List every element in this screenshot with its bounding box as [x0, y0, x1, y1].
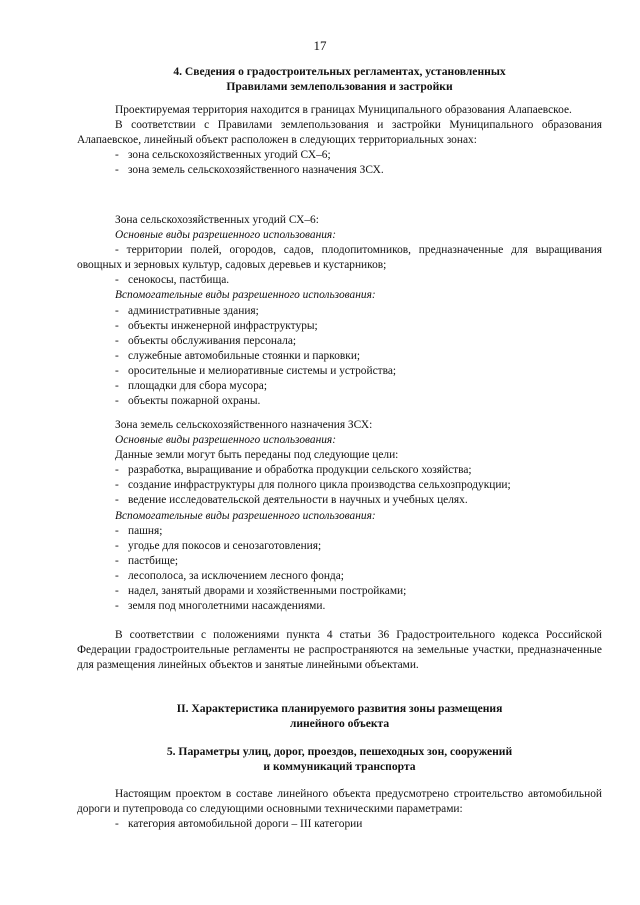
list-item: - площадки для сбора мусора;	[115, 380, 267, 393]
paragraph-conclusion: В соответствии с положениями пункта 4 статьи 36 Градостроительного кодекса Российской Федерации градостроительные регламенты не распространяются на земельные участки, предназначенные для размещения линейных объектов и занятые линейными объектами.	[77, 629, 602, 672]
paragraph-road-params: Настоящим проектом в составе линейного объекта предусмотрено строительство автомобильной дороги и путепровода со следующими основными техническими параметрами:	[77, 788, 602, 816]
zone-sh6-title: Зона сельскохозяйственных угодий СХ–6:	[115, 214, 319, 226]
list-item: - сенокосы, пастбища.	[115, 274, 230, 287]
section-4-body	[77, 103, 602, 178]
section-5-body	[77, 787, 602, 832]
zone-zsh-title: Зона земель сельскохозяйственного назначения ЗСХ:	[115, 419, 373, 431]
list-item: - зона земель сельскохозяйственного назначения ЗСХ.	[115, 164, 384, 177]
page-number: 17	[313, 38, 327, 53]
section-2-heading	[77, 701, 602, 731]
paragraph-zones-intro: В соответствии с Правилами землепользования и застройки Муниципального образования Алапаевское, линейный объект расположен в следующих территориальных зонах:	[77, 119, 602, 147]
zone-zsh-aux-label: Вспомогательные виды разрешенного использования:	[115, 509, 376, 522]
section-4-title-line2: Правилами землепользования и застройки	[226, 80, 453, 93]
list-item: - надел, занятый дворами и хозяйственными постройками;	[115, 585, 407, 598]
list-item: - лесополоса, за исключением лесного фонда;	[115, 569, 344, 582]
list-item: - зона сельскохозяйственных угодий СХ–6;	[115, 149, 331, 162]
list-item: - пашня;	[115, 524, 163, 537]
section-2-title-line2: линейного объекта	[289, 717, 390, 730]
list-item: - разработка, выращивание и обработка продукции сельского хозяйства;	[115, 464, 472, 477]
zone-sh6-section	[77, 213, 602, 409]
section-5-title-line2: и коммуникаций транспорта	[263, 760, 416, 773]
list-item: - земля под многолетними насаждениями.	[115, 600, 326, 613]
list-item: - объекты пожарной охраны.	[115, 395, 261, 408]
list-item: - категория автомобильной дороги – III категории	[115, 818, 363, 831]
zone-zsh-intro: Данные земли могут быть переданы под следующие цели:	[115, 449, 399, 462]
zone-zsh-section	[77, 418, 602, 614]
zone-zsh-main-label: Основные виды разрешенного использования:	[115, 434, 337, 447]
zone-sh6-main-label: Основные виды разрешенного использования:	[115, 229, 337, 242]
list-item: - ведение исследовательской деятельности в научных и учебных целях.	[115, 494, 468, 507]
list-item: - объекты обслуживания персонала;	[115, 334, 297, 347]
list-item: - создание инфраструктуры для полного цикла производства сельхозпродукции;	[115, 479, 511, 492]
zone-sh6-aux-label: Вспомогательные виды разрешенного использования:	[115, 289, 376, 302]
section-4-heading	[77, 64, 602, 94]
paragraph-territory: Проектируемая территория находится в границах Муниципального образования Алапаевское.	[115, 104, 572, 116]
list-item: - пастбище;	[115, 554, 179, 567]
list-item: - оросительные и мелиоративные системы и устройства;	[115, 364, 397, 377]
section-5-heading	[77, 744, 602, 774]
list-item: - угодье для покосов и сенозаготовления;	[115, 539, 322, 552]
list-item: - служебные автомобильные стоянки и парковки;	[115, 349, 361, 362]
section-5-title-line1: 5. Параметры улиц, дорог, проездов, пешеходных зон, сооружений	[166, 745, 513, 758]
section-2-title-line1: II. Характеристика планируемого развития зоны размещения	[176, 702, 503, 715]
section-4-title-line1: 4. Сведения о градостроительных регламентах, установленных	[173, 65, 506, 78]
list-item: - объекты инженерной инфраструктуры;	[115, 319, 318, 332]
zone-sh6-main-item: - территории полей, огородов, садов, плодопитомников, предназначенные для выращивания овощных и зерновых культур, садовых деревьев и кустарников;	[77, 244, 602, 272]
list-item: - административные здания;	[115, 304, 259, 317]
